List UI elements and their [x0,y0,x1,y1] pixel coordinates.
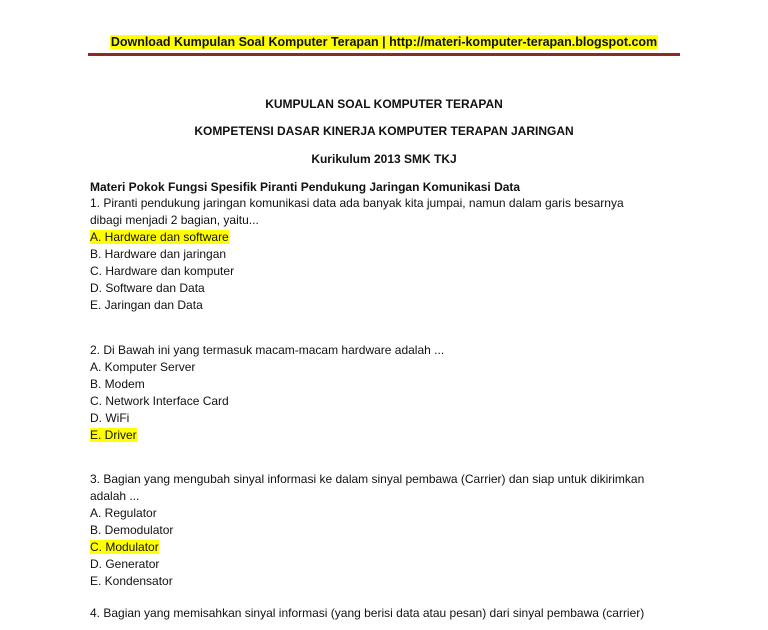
curriculum-title: Kurikulum 2013 SMK TKJ [311,152,457,166]
answer-highlight: E. Driver [90,428,137,442]
question-2-option-b: B. Modem [90,377,145,391]
question-3-option-c [90,539,690,556]
question-4-text: 4. Bagian yang memisahkan sinyal informasi (yang berisi data atau pesan) dari sinyal pembawa (carrier) [90,606,645,620]
question-3-option-a: A. Regulator [90,506,157,520]
download-banner-text: Download Kumpulan Soal Komputer Terapan | http://materi-komputer-terapan.blogspot.com [110,35,658,49]
question-2-option-c: C. Network Interface Card [90,394,229,408]
question-2-option-d: D. WiFi [90,411,130,425]
section-heading: Materi Pokok Fungsi Spesifik Piranti Pendukung Jaringan Komunikasi Data [90,180,521,194]
question-2-option-e [90,427,690,444]
question-1-option-a [90,229,690,246]
question-3-option-d: D. Generator [90,557,160,571]
question-1-text-cont: dibagi menjadi 2 bagian, yaitu... [90,213,259,227]
main-title: KUMPULAN SOAL KOMPUTER TERAPAN [265,97,503,111]
answer-highlight: C. Modulator [90,540,159,554]
question-1-text: 1. Piranti pendukung jaringan komunikasi data ada banyak kita jumpai, namun dalam garis besarnya [90,196,624,210]
question-3-option-b: B. Demodulator [90,523,174,537]
header-divider [88,53,680,56]
answer-highlight: A. Hardware dan software [90,230,229,244]
question-2-text: 2. Di Bawah ini yang termasuk macam-macam hardware adalah ... [90,343,445,357]
question-3-text: 3. Bagian yang mengubah sinyal informasi ke dalam sinyal pembawa (Carrier) dan siap untuk dikirimkan [90,472,645,486]
question-1-option-b: B. Hardware dan jaringan [90,247,227,261]
question-1-option-e: E. Jaringan dan Data [90,298,203,312]
competency-title: KOMPETENSI DASAR KINERJA KOMPUTER TERAPAN JARINGAN [194,124,574,138]
question-2-option-a: A. Komputer Server [90,360,196,374]
question-3-option-e: E. Kondensator [90,574,173,588]
download-banner [0,34,768,50]
question-1-option-c: C. Hardware dan komputer [90,264,235,278]
question-1-option-d: D. Software dan Data [90,281,205,295]
question-3-text-cont: adalah ... [90,489,140,503]
